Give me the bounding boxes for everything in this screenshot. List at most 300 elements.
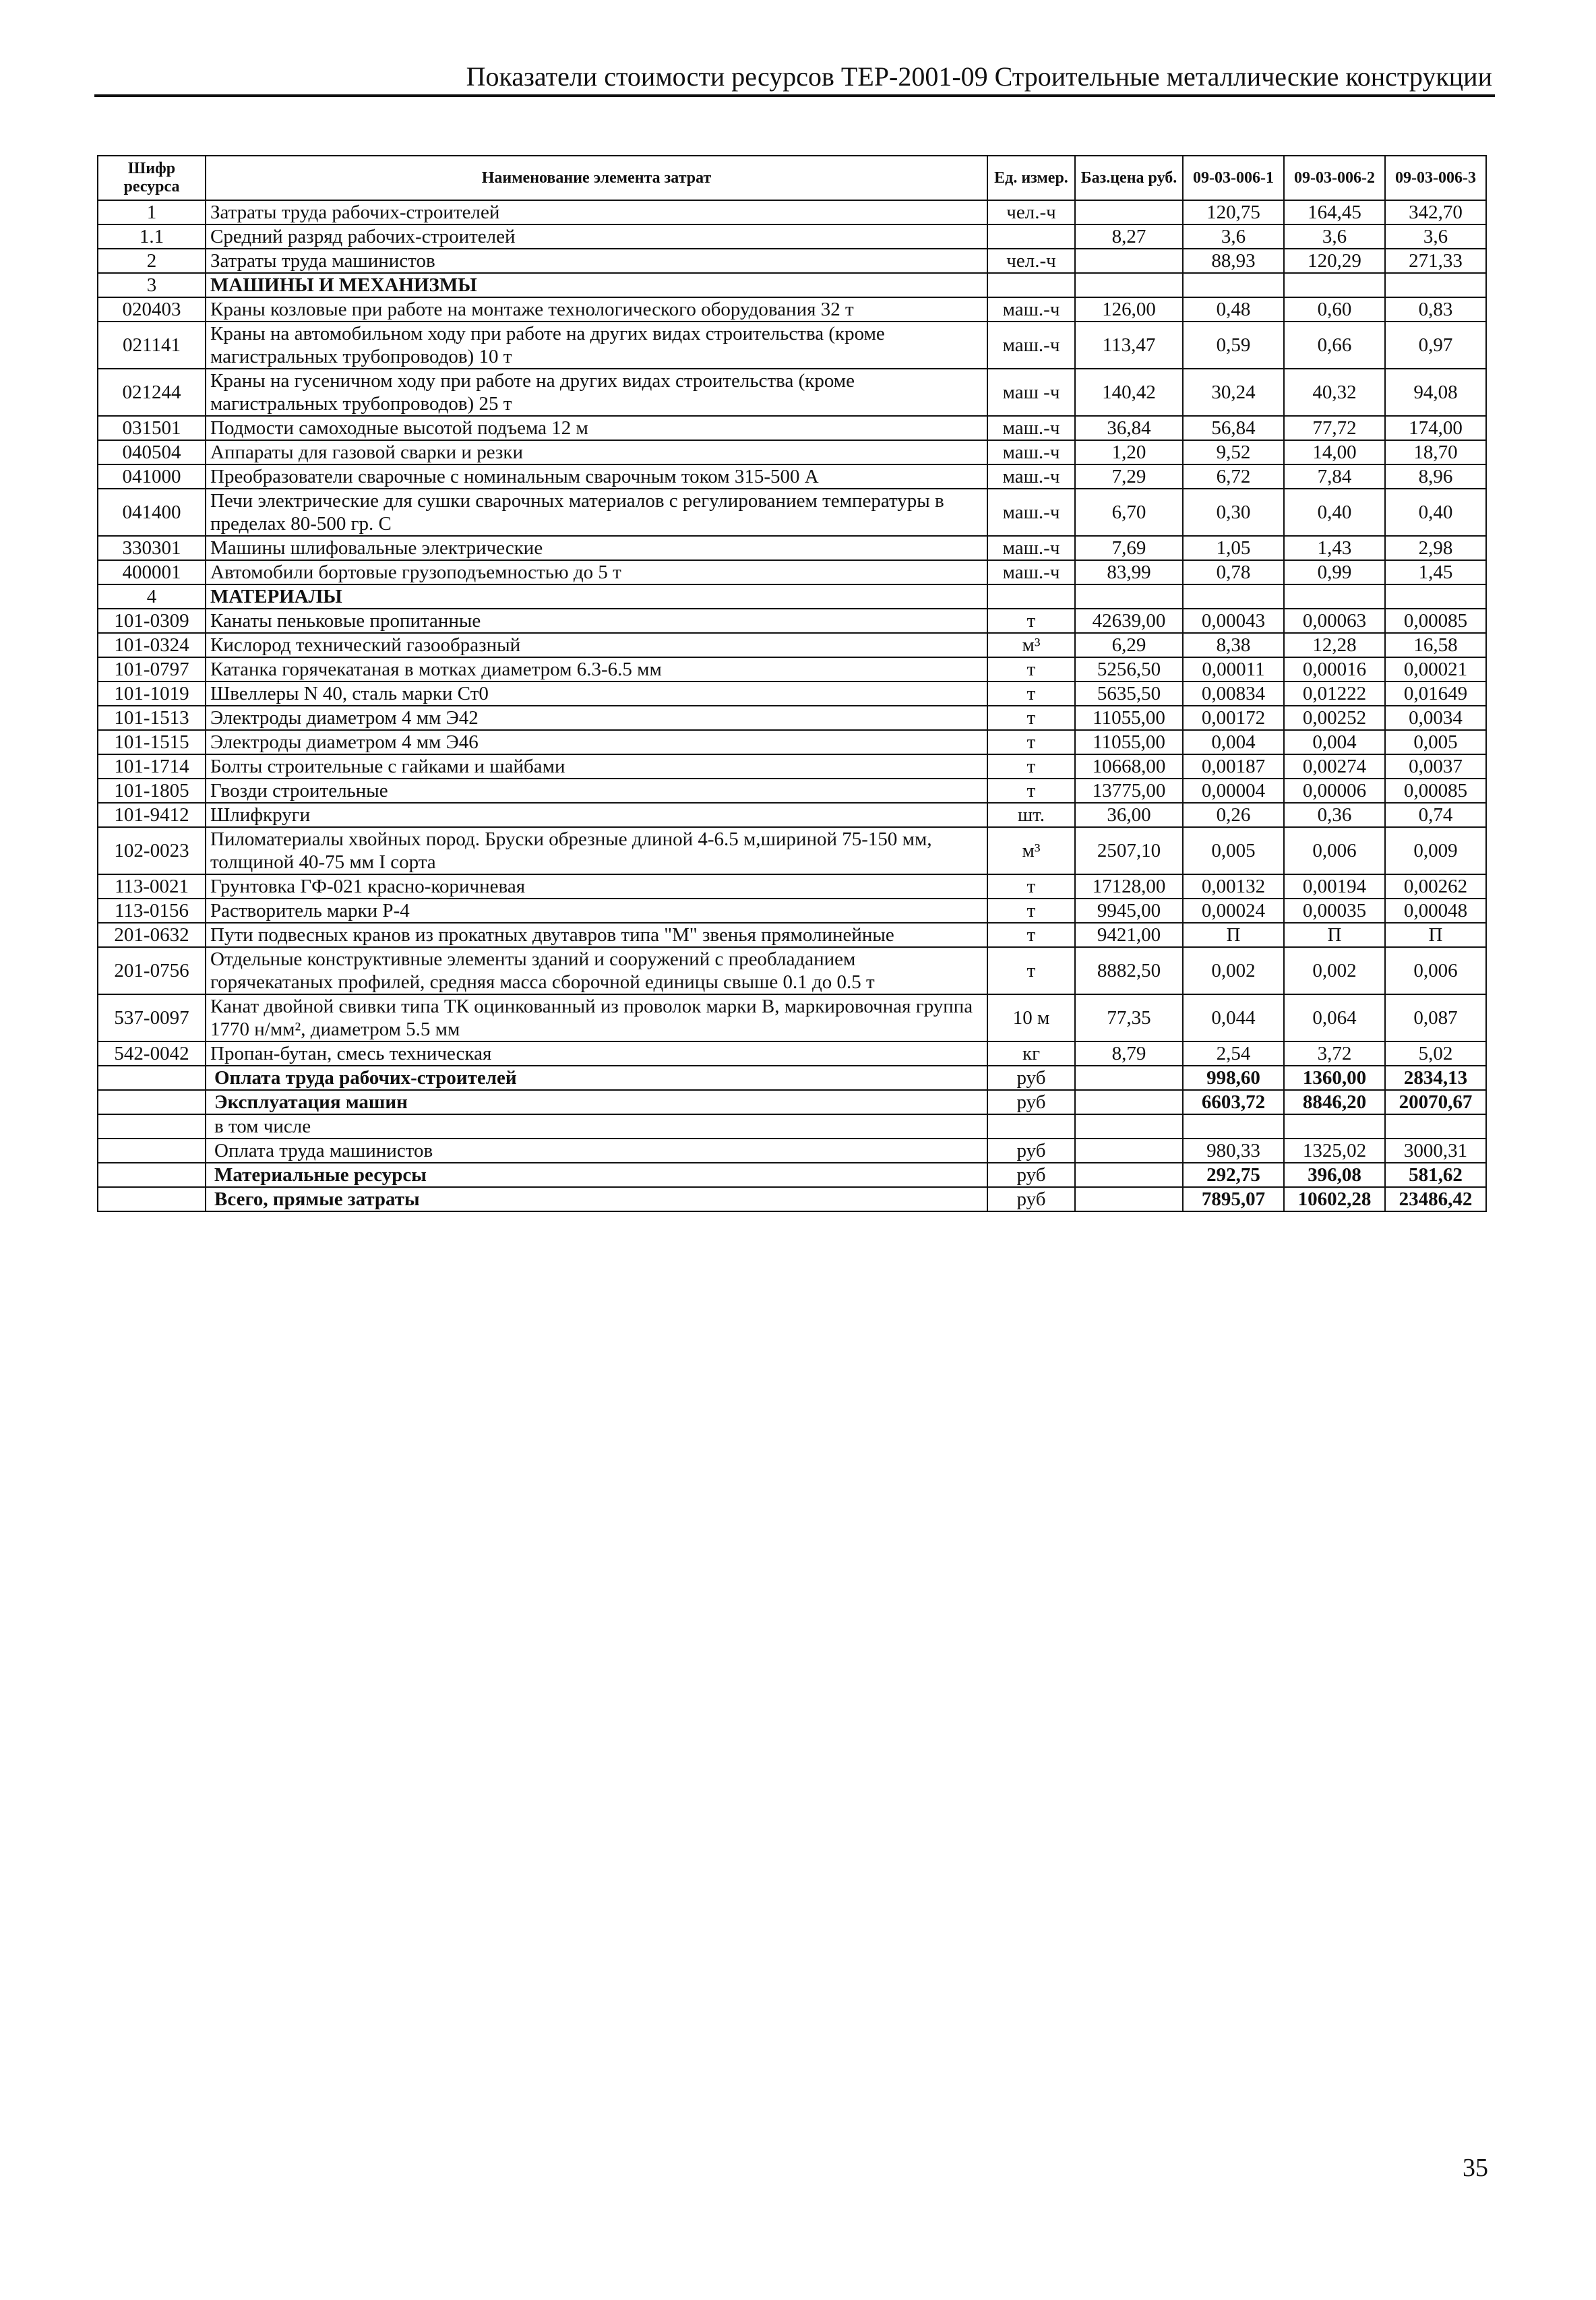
row-unit: [987, 224, 1075, 249]
row-norm-3: 2,98: [1385, 536, 1486, 560]
totals-code-cell: [98, 1139, 206, 1163]
row-unit: маш -ч: [987, 369, 1075, 416]
row-unit: т: [987, 923, 1075, 947]
row-name: Пути подвесных кранов из прокатных двутавров типа "М" звенья прямолинейные: [206, 923, 987, 947]
totals-name: Эксплуатация машин: [206, 1090, 987, 1114]
row-name: Подмости самоходные высотой подъема 12 м: [206, 416, 987, 440]
table-row: [98, 633, 1486, 657]
row-name: Растворитель марки Р-4: [206, 899, 987, 923]
row-unit: маш.-ч: [987, 489, 1075, 536]
row-norm-1: 0,00024: [1183, 899, 1284, 923]
row-norm-1: [1183, 273, 1284, 297]
totals-code-cell: [98, 1114, 206, 1139]
row-name: Краны на автомобильном ходу при работе на других видах строительства (кроме магистральных трубопроводов) 10 т: [206, 322, 987, 369]
totals-code-cell: [98, 1090, 206, 1114]
row-price: [1075, 273, 1183, 297]
table-row: [98, 489, 1486, 536]
totals-norm-1: 980,33: [1183, 1139, 1284, 1163]
totals-price-cell: [1075, 1139, 1183, 1163]
table-row: [98, 994, 1486, 1041]
row-norm-2: 120,29: [1284, 249, 1385, 273]
row-code: 101-1714: [98, 754, 206, 779]
row-norm-3: 8,96: [1385, 464, 1486, 489]
row-norm-1: 8,38: [1183, 633, 1284, 657]
row-unit: т: [987, 730, 1075, 754]
row-unit: м³: [987, 827, 1075, 874]
row-name: Кислород технический газообразный: [206, 633, 987, 657]
row-name: Средний разряд рабочих-строителей: [206, 224, 987, 249]
totals-name: Оплата труда рабочих-строителей: [206, 1066, 987, 1090]
row-code: 2: [98, 249, 206, 273]
row-norm-1: 0,00004: [1183, 779, 1284, 803]
row-name: МАШИНЫ И МЕХАНИЗМЫ: [206, 273, 987, 297]
row-norm-3: 0,01649: [1385, 682, 1486, 706]
table-row: [98, 827, 1486, 874]
row-unit: маш.-ч: [987, 464, 1075, 489]
row-code: 113-0021: [98, 874, 206, 899]
row-norm-2: 0,00016: [1284, 657, 1385, 682]
row-norm-2: 0,60: [1284, 297, 1385, 322]
row-norm-2: [1284, 584, 1385, 609]
header-norm-3: 09-03-006-3: [1385, 156, 1486, 200]
row-norm-1: 0,044: [1183, 994, 1284, 1041]
totals-norm-3: 2834,13: [1385, 1066, 1486, 1090]
table-row: [98, 947, 1486, 994]
row-norm-2: 7,84: [1284, 464, 1385, 489]
table-row: [98, 536, 1486, 560]
totals-norm-1: 292,75: [1183, 1163, 1284, 1187]
totals-unit: руб: [987, 1163, 1075, 1187]
row-name: Пиломатериалы хвойных пород. Бруски обрезные длиной 4-6.5 м,шириной 75-150 мм, толщиной 40-75 мм I сорта: [206, 827, 987, 874]
table-row: [98, 779, 1486, 803]
row-code: 101-1515: [98, 730, 206, 754]
row-norm-3: 0,83: [1385, 297, 1486, 322]
row-price: 11055,00: [1075, 730, 1183, 754]
row-norm-1: 0,004: [1183, 730, 1284, 754]
row-norm-1: 1,05: [1183, 536, 1284, 560]
row-norm-1: 0,78: [1183, 560, 1284, 584]
row-price: 5635,50: [1075, 682, 1183, 706]
row-code: 330301: [98, 536, 206, 560]
row-price: 126,00: [1075, 297, 1183, 322]
row-price: 5256,50: [1075, 657, 1183, 682]
header-norm-1: 09-03-006-1: [1183, 156, 1284, 200]
row-name: Пропан-бутан, смесь техническая: [206, 1041, 987, 1066]
row-norm-1: 3,6: [1183, 224, 1284, 249]
totals-norm-3: 20070,67: [1385, 1090, 1486, 1114]
row-norm-2: 0,99: [1284, 560, 1385, 584]
row-norm-1: 0,00187: [1183, 754, 1284, 779]
row-norm-3: 0,00085: [1385, 779, 1486, 803]
row-norm-1: [1183, 584, 1284, 609]
row-code: 102-0023: [98, 827, 206, 874]
resource-cost-table: [97, 155, 1487, 1212]
row-code: 113-0156: [98, 899, 206, 923]
row-norm-2: 3,72: [1284, 1041, 1385, 1066]
row-name: Гвозди строительные: [206, 779, 987, 803]
row-unit: чел.-ч: [987, 200, 1075, 224]
row-norm-3: 18,70: [1385, 440, 1486, 464]
row-unit: чел.-ч: [987, 249, 1075, 273]
row-norm-3: 271,33: [1385, 249, 1486, 273]
row-name: Отдельные конструктивные элементы зданий и сооружений с преобладанием горячекатаных профилей, средняя масса сборочной единицы свыше 0.1 до 0.5 т: [206, 947, 987, 994]
row-norm-2: П: [1284, 923, 1385, 947]
table-row: [98, 416, 1486, 440]
totals-norm-3: 581,62: [1385, 1163, 1486, 1187]
row-code: 040504: [98, 440, 206, 464]
row-price: 8,79: [1075, 1041, 1183, 1066]
row-unit: т: [987, 754, 1075, 779]
row-norm-2: 0,40: [1284, 489, 1385, 536]
totals-unit: руб: [987, 1066, 1075, 1090]
row-price: 42639,00: [1075, 609, 1183, 633]
row-norm-3: 5,02: [1385, 1041, 1486, 1066]
row-norm-2: 0,064: [1284, 994, 1385, 1041]
row-norm-2: 0,002: [1284, 947, 1385, 994]
row-name: Канаты пеньковые пропитанные: [206, 609, 987, 633]
table-row: [98, 560, 1486, 584]
row-price: 9421,00: [1075, 923, 1183, 947]
row-norm-3: 174,00: [1385, 416, 1486, 440]
row-code: 3: [98, 273, 206, 297]
row-unit: [987, 273, 1075, 297]
row-name: Катанка горячекатаная в мотках диаметром 6.3-6.5 мм: [206, 657, 987, 682]
row-norm-2: 0,01222: [1284, 682, 1385, 706]
row-norm-1: 0,005: [1183, 827, 1284, 874]
row-norm-1: 0,00011: [1183, 657, 1284, 682]
row-unit: маш.-ч: [987, 416, 1075, 440]
row-code: 101-9412: [98, 803, 206, 827]
row-unit: т: [987, 779, 1075, 803]
row-price: 140,42: [1075, 369, 1183, 416]
row-norm-1: 120,75: [1183, 200, 1284, 224]
header-norm-2: 09-03-006-2: [1284, 156, 1385, 200]
table-row: [98, 297, 1486, 322]
row-unit: маш.-ч: [987, 536, 1075, 560]
row-name: Краны козловые при работе на монтаже технологического оборудования 32 т: [206, 297, 987, 322]
row-norm-3: 0,005: [1385, 730, 1486, 754]
row-price: 113,47: [1075, 322, 1183, 369]
totals-name: Всего, прямые затраты: [206, 1187, 987, 1211]
row-norm-2: [1284, 273, 1385, 297]
row-norm-3: 0,00085: [1385, 609, 1486, 633]
totals-row: [98, 1139, 1486, 1163]
row-price: 36,84: [1075, 416, 1183, 440]
row-norm-3: 0,40: [1385, 489, 1486, 536]
row-code: 101-1805: [98, 779, 206, 803]
table-row: [98, 464, 1486, 489]
row-unit: т: [987, 874, 1075, 899]
row-code: 4: [98, 584, 206, 609]
row-unit: т: [987, 706, 1075, 730]
row-price: 6,29: [1075, 633, 1183, 657]
row-norm-1: 9,52: [1183, 440, 1284, 464]
totals-unit: руб: [987, 1139, 1075, 1163]
row-norm-1: 0,00132: [1183, 874, 1284, 899]
row-code: 101-0797: [98, 657, 206, 682]
totals-price-cell: [1075, 1114, 1183, 1139]
table-row: [98, 754, 1486, 779]
totals-row: [98, 1114, 1486, 1139]
row-norm-1: 0,26: [1183, 803, 1284, 827]
page-header-title: Показатели стоимости ресурсов ТЕР-2001-09 Строительные металлические конструкции: [466, 61, 1492, 92]
row-norm-2: 1,43: [1284, 536, 1385, 560]
row-code: 041400: [98, 489, 206, 536]
row-price: 77,35: [1075, 994, 1183, 1041]
row-unit: маш.-ч: [987, 440, 1075, 464]
row-price: 6,70: [1075, 489, 1183, 536]
row-norm-2: 0,004: [1284, 730, 1385, 754]
row-norm-3: 0,00021: [1385, 657, 1486, 682]
totals-norm-3: 23486,42: [1385, 1187, 1486, 1211]
row-norm-3: 0,0034: [1385, 706, 1486, 730]
row-code: 542-0042: [98, 1041, 206, 1066]
row-code: 537-0097: [98, 994, 206, 1041]
totals-norm-2: 1360,00: [1284, 1066, 1385, 1090]
totals-unit: руб: [987, 1090, 1075, 1114]
row-price: 8,27: [1075, 224, 1183, 249]
table-row: [98, 657, 1486, 682]
row-code: 101-1513: [98, 706, 206, 730]
totals-norm-3: 3000,31: [1385, 1139, 1486, 1163]
row-code: 020403: [98, 297, 206, 322]
row-name: Шлифкруги: [206, 803, 987, 827]
row-norm-2: 0,00035: [1284, 899, 1385, 923]
totals-code-cell: [98, 1187, 206, 1211]
totals-row: [98, 1066, 1486, 1090]
row-norm-1: 0,00172: [1183, 706, 1284, 730]
row-norm-3: П: [1385, 923, 1486, 947]
totals-norm-3: [1385, 1114, 1486, 1139]
row-norm-2: 0,00194: [1284, 874, 1385, 899]
row-name: Болты строительные с гайками и шайбами: [206, 754, 987, 779]
row-norm-3: 0,009: [1385, 827, 1486, 874]
row-price: 83,99: [1075, 560, 1183, 584]
row-norm-3: 16,58: [1385, 633, 1486, 657]
row-price: 13775,00: [1075, 779, 1183, 803]
row-price: 8882,50: [1075, 947, 1183, 994]
row-norm-3: 0,00262: [1385, 874, 1486, 899]
row-norm-1: 88,93: [1183, 249, 1284, 273]
row-norm-2: 0,00006: [1284, 779, 1385, 803]
row-code: 101-0324: [98, 633, 206, 657]
row-code: 1: [98, 200, 206, 224]
header-price: Баз.цена руб.: [1075, 156, 1183, 200]
row-code: 400001: [98, 560, 206, 584]
table-row: [98, 803, 1486, 827]
row-code: 201-0756: [98, 947, 206, 994]
table-row: [98, 923, 1486, 947]
row-norm-3: 0,74: [1385, 803, 1486, 827]
table-row: [98, 899, 1486, 923]
row-price: 7,69: [1075, 536, 1183, 560]
table-header-row: [98, 156, 1486, 200]
totals-name: в том числе: [206, 1114, 987, 1139]
header-code: Шифр ресурса: [98, 156, 206, 200]
row-norm-3: 0,0037: [1385, 754, 1486, 779]
totals-norm-1: 998,60: [1183, 1066, 1284, 1090]
row-norm-1: 0,00043: [1183, 609, 1284, 633]
row-norm-1: 2,54: [1183, 1041, 1284, 1066]
row-unit: маш.-ч: [987, 322, 1075, 369]
row-price: 9945,00: [1075, 899, 1183, 923]
row-norm-3: 3,6: [1385, 224, 1486, 249]
totals-name: Материальные ресурсы: [206, 1163, 987, 1187]
row-name: Электроды диаметром 4 мм Э42: [206, 706, 987, 730]
row-unit: [987, 584, 1075, 609]
row-norm-3: [1385, 584, 1486, 609]
totals-code-cell: [98, 1066, 206, 1090]
table-row: [98, 682, 1486, 706]
row-name: Печи электрические для сушки сварочных материалов с регулированием температуры в пределах 80-500 гр. С: [206, 489, 987, 536]
page-header: [94, 57, 1495, 97]
row-unit: т: [987, 947, 1075, 994]
totals-price-cell: [1075, 1163, 1183, 1187]
row-norm-2: 12,28: [1284, 633, 1385, 657]
table-row: [98, 369, 1486, 416]
row-price: 7,29: [1075, 464, 1183, 489]
row-norm-2: 40,32: [1284, 369, 1385, 416]
row-unit: шт.: [987, 803, 1075, 827]
row-norm-1: 6,72: [1183, 464, 1284, 489]
section-row: [98, 273, 1486, 297]
table-row: [98, 1041, 1486, 1066]
row-name: Аппараты для газовой сварки и резки: [206, 440, 987, 464]
row-unit: маш.-ч: [987, 560, 1075, 584]
row-norm-1: 0,59: [1183, 322, 1284, 369]
page-number: 35: [1463, 2154, 1488, 2182]
row-norm-3: 342,70: [1385, 200, 1486, 224]
totals-norm-1: [1183, 1114, 1284, 1139]
totals-norm-2: 396,08: [1284, 1163, 1385, 1187]
table-row: [98, 224, 1486, 249]
table-row: [98, 322, 1486, 369]
row-price: 17128,00: [1075, 874, 1183, 899]
row-price: 11055,00: [1075, 706, 1183, 730]
totals-norm-2: [1284, 1114, 1385, 1139]
table-row: [98, 874, 1486, 899]
row-code: 021141: [98, 322, 206, 369]
row-norm-2: 77,72: [1284, 416, 1385, 440]
table-body: [98, 200, 1486, 1211]
row-code: 101-0309: [98, 609, 206, 633]
totals-price-cell: [1075, 1066, 1183, 1090]
header-unit: Ед. измер.: [987, 156, 1075, 200]
row-unit: м³: [987, 633, 1075, 657]
header-rule: [94, 94, 1495, 97]
table-row: [98, 730, 1486, 754]
row-code: 031501: [98, 416, 206, 440]
row-name: Преобразователи сварочные с номинальным сварочным током 315-500 А: [206, 464, 987, 489]
row-price: [1075, 200, 1183, 224]
row-norm-1: 0,002: [1183, 947, 1284, 994]
row-name: Краны на гусеничном ходу при работе на других видах строительства (кроме магистральных трубопроводов) 25 т: [206, 369, 987, 416]
row-code: 101-1019: [98, 682, 206, 706]
row-norm-1: 0,00834: [1183, 682, 1284, 706]
row-norm-2: 0,00252: [1284, 706, 1385, 730]
table-row: [98, 706, 1486, 730]
row-norm-1: 0,30: [1183, 489, 1284, 536]
row-unit: т: [987, 899, 1075, 923]
row-name: Швеллеры N 40, сталь марки Ст0: [206, 682, 987, 706]
row-norm-3: [1385, 273, 1486, 297]
row-name: Канат двойной свивки типа ТК оцинкованный из проволок марки В, маркировочная группа 1770 н/мм², диаметром 5.5 мм: [206, 994, 987, 1041]
row-code: 041000: [98, 464, 206, 489]
row-norm-3: 94,08: [1385, 369, 1486, 416]
totals-price-cell: [1075, 1090, 1183, 1114]
totals-price-cell: [1075, 1187, 1183, 1211]
row-norm-2: 3,6: [1284, 224, 1385, 249]
row-name: Машины шлифовальные электрические: [206, 536, 987, 560]
row-unit: 10 м: [987, 994, 1075, 1041]
row-norm-1: П: [1183, 923, 1284, 947]
totals-row: [98, 1090, 1486, 1114]
row-norm-1: 30,24: [1183, 369, 1284, 416]
totals-row: [98, 1163, 1486, 1187]
row-price: 10668,00: [1075, 754, 1183, 779]
row-unit: кг: [987, 1041, 1075, 1066]
row-norm-3: 0,00048: [1385, 899, 1486, 923]
table-row: [98, 249, 1486, 273]
row-name: МАТЕРИАЛЫ: [206, 584, 987, 609]
totals-name: Оплата труда машинистов: [206, 1139, 987, 1163]
row-code: 1.1: [98, 224, 206, 249]
row-unit: т: [987, 682, 1075, 706]
totals-unit: [987, 1114, 1075, 1139]
totals-unit: руб: [987, 1187, 1075, 1211]
row-name: Затраты труда машинистов: [206, 249, 987, 273]
totals-norm-2: 10602,28: [1284, 1187, 1385, 1211]
row-norm-2: 0,00063: [1284, 609, 1385, 633]
totals-row: [98, 1187, 1486, 1211]
table-row: [98, 440, 1486, 464]
row-norm-1: 0,48: [1183, 297, 1284, 322]
header-name: Наименование элемента затрат: [206, 156, 987, 200]
row-name: Автомобили бортовые грузоподъемностью до 5 т: [206, 560, 987, 584]
row-norm-2: 164,45: [1284, 200, 1385, 224]
row-norm-2: 0,006: [1284, 827, 1385, 874]
row-norm-3: 1,45: [1385, 560, 1486, 584]
row-price: [1075, 249, 1183, 273]
row-price: [1075, 584, 1183, 609]
row-name: Электроды диаметром 4 мм Э46: [206, 730, 987, 754]
row-unit: т: [987, 657, 1075, 682]
row-norm-2: 14,00: [1284, 440, 1385, 464]
row-price: 36,00: [1075, 803, 1183, 827]
row-norm-1: 56,84: [1183, 416, 1284, 440]
row-name: Затраты труда рабочих-строителей: [206, 200, 987, 224]
table-row: [98, 200, 1486, 224]
row-norm-3: 0,97: [1385, 322, 1486, 369]
section-row: [98, 584, 1486, 609]
row-norm-2: 0,66: [1284, 322, 1385, 369]
row-price: 1,20: [1075, 440, 1183, 464]
table-row: [98, 609, 1486, 633]
row-norm-2: 0,00274: [1284, 754, 1385, 779]
row-price: 2507,10: [1075, 827, 1183, 874]
row-norm-2: 0,36: [1284, 803, 1385, 827]
row-code: 201-0632: [98, 923, 206, 947]
row-norm-3: 0,006: [1385, 947, 1486, 994]
totals-code-cell: [98, 1163, 206, 1187]
totals-norm-1: 6603,72: [1183, 1090, 1284, 1114]
totals-norm-2: 1325,02: [1284, 1139, 1385, 1163]
row-name: Грунтовка ГФ-021 красно-коричневая: [206, 874, 987, 899]
row-norm-3: 0,087: [1385, 994, 1486, 1041]
row-unit: т: [987, 609, 1075, 633]
row-unit: маш.-ч: [987, 297, 1075, 322]
totals-norm-1: 7895,07: [1183, 1187, 1284, 1211]
